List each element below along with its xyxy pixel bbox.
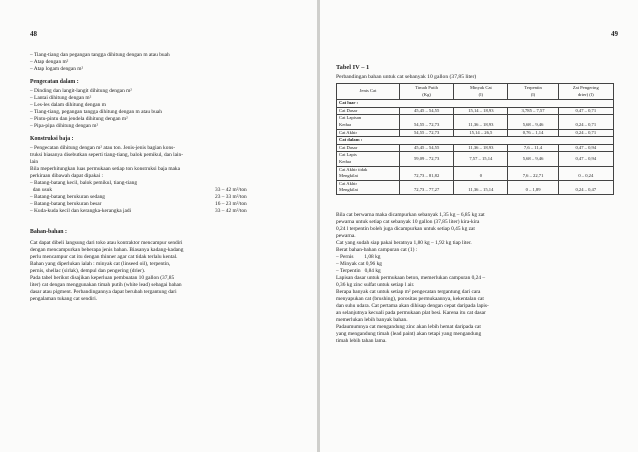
- text-line: menyapukan cat (brushing), porositas permukaannya, kekentalan cat: [336, 295, 484, 302]
- col-header-unit: (Kg): [422, 91, 431, 97]
- col-header-label: Terpentin: [524, 85, 542, 90]
- cell-zat: 0 – 0,24: [558, 166, 613, 180]
- right-page: [320, 0, 638, 452]
- cell-terpentin: 3,785 – 7,57: [508, 107, 558, 115]
- text-line: perkiraan dibawah dapat dipakai :: [30, 173, 104, 179]
- text-line: pewarna.: [336, 232, 356, 239]
- text-line: – Pengecatan dihitung dengan m² atau ton. Jenis-jenis bagian kons-: [30, 145, 176, 151]
- cell-minyak: 11,36 – 18,93: [454, 144, 508, 152]
- rate-value: 33 – 42 m²/ton: [215, 187, 247, 193]
- col-header-label: Timah Putih: [415, 85, 438, 90]
- text-line: pernis, shellac (sirlak), dempul dan pengering (drier).: [30, 268, 146, 274]
- cell-text: Cat Akhir tidak: [339, 166, 368, 172]
- text-line: dan suhu udara. Cat pertama akan dihisap dengan cepat daripada lapis-: [336, 302, 489, 309]
- rate-row: [30, 201, 309, 208]
- col-header-unit: (l): [530, 91, 536, 97]
- body-text: [336, 212, 620, 345]
- cell-terpentin: 7,6 – 11,4: [508, 144, 558, 152]
- col-header-terpentin: [508, 84, 558, 100]
- col-header-zat: [558, 84, 613, 100]
- cell-timah: 72,73 – 77,27: [400, 180, 454, 194]
- list-item: – Les-les dalam dihitung dengan m: [30, 102, 106, 108]
- rate-row: [30, 187, 309, 194]
- table-group-row: [337, 137, 614, 145]
- text-line: 0,36 kg zinc sulfat untuk setiap l air.: [336, 281, 415, 288]
- cell-text: Cat Lapisan: [339, 115, 362, 121]
- text-line: Cat yang sudah siap pakai beratnya 1,80 kg – 1,92 kg tiap liter.: [336, 239, 472, 246]
- cell-zat: 0,24 – 0,71: [558, 115, 613, 129]
- text-line: perlu mencampur cat itu dengan thinner agar cat tidak terlalu kental.: [30, 254, 178, 260]
- table-header-row: [337, 84, 614, 100]
- cell-jenis: [337, 152, 400, 166]
- cell-timah: 45,45 – 54,55: [400, 144, 454, 152]
- cell-minyak: 15,14 – 26,5: [454, 129, 508, 137]
- text-line: – Minyak cat 0,96 kg: [336, 260, 382, 267]
- text-line: Padaumumnya cat mengandung zinc akan lebih hemat daripada cat: [336, 323, 481, 330]
- cell-zat: 0,24 – 0,47: [558, 180, 613, 194]
- cell-jenis: [337, 180, 400, 194]
- cell-text: Kedua: [339, 121, 351, 127]
- left-page: [0, 0, 317, 452]
- text-line: liter) cat dengan menggunakan timah putih (white lead) sebagai bahan: [30, 282, 182, 288]
- text-line: Lapisan dasar untuk permukaan beton, memerlukan campuran 0,24 –: [336, 274, 486, 281]
- cell-terpentin: 0 – 1,89: [508, 180, 558, 194]
- intro-list: [30, 52, 309, 73]
- cell-text: Cat Dasar: [339, 144, 358, 150]
- text-line: dasar atau pigment. Perbandingannya dapat berubah tergantung dari: [30, 289, 177, 295]
- cell-text: Cat Dasar: [339, 107, 358, 113]
- col-header-label: Zat Pengering: [572, 85, 599, 90]
- rate-label: – Batang-batang berukuran besar: [30, 201, 102, 207]
- text-line: yang mengandung timah (lead paint) akan tetapi yang mengandung: [336, 330, 482, 337]
- text-line: truksi biasanya disebutkan seperti tiang-tiang, balok pemikul, dan lain-: [30, 152, 183, 158]
- list-item: – Tiang-tiang, pegangan tangga dihitung dengan m atau buah: [30, 109, 162, 115]
- text-line: pewarna untuk setiap cat sebanyak 10 gallon (37,85 liter) kira-kira: [336, 218, 480, 225]
- table-row: [337, 152, 614, 166]
- text-line: Berapa banyak cat untuk setiap m² pengecatan tergantung dari cara: [336, 288, 481, 295]
- table-row: [337, 107, 614, 115]
- text-line: – Batang-batang kecil, balok pemikul, tiang-tiang: [30, 180, 138, 186]
- cell-text: Cat Akhir: [339, 129, 357, 135]
- cell-terpentin: 5,68 – 9,46: [508, 152, 558, 166]
- rates-list: [30, 187, 309, 215]
- heading-konstruksi-baja: Konstruksi baja :: [30, 136, 74, 142]
- rate-row: [30, 208, 309, 215]
- list-item: – Pipa-pipa dihitung dengan m²: [30, 123, 99, 129]
- cell-text: Kedua: [339, 158, 351, 164]
- table-row: [337, 180, 614, 194]
- rate-value: 16 – 23 m²/ton: [215, 201, 247, 207]
- rate-value: 33 – 42 m²/ton: [215, 208, 247, 214]
- heading-pengecatan-dalam: Pengecatan dalam :: [30, 79, 79, 85]
- heading-bahan: Bahan-bahan :: [30, 229, 67, 235]
- text-line: Pada tabel berikut disajikan keperluan pembuatan 10 gallon (37,85: [30, 275, 175, 281]
- rate-label: – Kuda-kuda kecil dan kerangka-kerangka jadi: [30, 208, 132, 214]
- page-number-right: 49: [611, 30, 618, 38]
- paint-ratio-table: [336, 83, 614, 195]
- konstruksi-text: [30, 145, 309, 187]
- text-line: Berat bahan-bahan campuran cat (1) :: [336, 246, 418, 253]
- col-header-unit: (l): [478, 91, 484, 97]
- text-line: lain: [30, 159, 39, 165]
- cell-timah: 54,55 – 72,73: [400, 129, 454, 137]
- text-line: Bila meperhitungkan luas permukaan setiap ton konstruksi baja maka: [30, 166, 181, 172]
- table-title: Tabel IV – 1: [336, 64, 370, 71]
- cell-minyak: 0: [454, 166, 508, 180]
- table-subtitle: Perbandingan bahan untuk cat sebanyak 10 gallon (37,85 liter): [336, 74, 477, 80]
- cell-minyak: 11,36 – 18,93: [454, 115, 508, 129]
- col-header-unit: drier) (l): [577, 91, 594, 97]
- col-header-timah: [400, 84, 454, 100]
- cell-minyak: 11,36 – 15,14: [454, 180, 508, 194]
- dalam-list: [30, 88, 309, 130]
- rate-value: 23 – 33 m²/ton: [215, 194, 247, 200]
- text-line: an selanjutnya kecuali pada permukaan plat besi. Karena itu cat dasar: [336, 309, 486, 316]
- table-row: [337, 115, 614, 129]
- rate-label: dan usuk: [30, 187, 53, 193]
- cell-jenis: [337, 107, 400, 115]
- cell-jenis: [337, 129, 400, 137]
- text-line: – Terpentin 0,84 kg: [336, 267, 381, 274]
- text-line: Bahan yang diperlukan ialah : minyak cat (linseed oil), terpentin,: [30, 261, 171, 267]
- text-line: memerlukan lebih banyak bahan.: [336, 316, 408, 323]
- cell-timah: 72,73 – 81,82: [400, 166, 454, 180]
- text-line: Bila cat berwarna maka dicampurkan sebanyak 1,35 kg – 6,85 kg zat: [336, 211, 485, 218]
- cell-terpentin: 0,76 – 1,14: [508, 129, 558, 137]
- cell-timah: 59,09 – 72,73: [400, 152, 454, 166]
- list-item: – Atap dengan m²: [30, 59, 69, 65]
- cell-zat: 0,47 – 0,94: [558, 144, 613, 152]
- cell-text: Cat Lapis: [339, 152, 357, 158]
- cell-timah: 45,45 – 54,55: [400, 107, 454, 115]
- col-header-jenis: Jenis Cat: [337, 84, 400, 100]
- cell-jenis: [337, 144, 400, 152]
- cell-minyak: 7,57 – 15,14: [454, 152, 508, 166]
- cell-minyak: 15,14 – 18,93: [454, 107, 508, 115]
- text-line: Cat dapat dibeli langsung dari toko atau kontraktor mencampur sendiri: [30, 240, 183, 246]
- text-line: pengalaman tukang cat sendiri.: [30, 296, 98, 302]
- list-item: – Atap logam dengan m²: [30, 66, 84, 72]
- text-line: timah lebih tahan lama.: [336, 337, 387, 344]
- cell-jenis: [337, 115, 400, 129]
- cell-zat: 0,47 – 0,94: [558, 152, 613, 166]
- rate-label: – Batang-batang berukuran sedang: [30, 194, 105, 200]
- col-header-minyak: [454, 84, 508, 100]
- table-row: [337, 144, 614, 152]
- cell-terpentin: 5,68 – 9,46: [508, 115, 558, 129]
- list-item: – Pintu-pintu dan jendela dihitung dengan m²: [30, 116, 128, 122]
- cell-timah: 54,55 – 72,73: [400, 115, 454, 129]
- text-line: dengan mencampurkan beberapa jenis bahan. Biasanya kadang-kadang: [30, 247, 184, 253]
- group-label: Cat dalam :: [337, 137, 614, 145]
- page-number-left: 48: [30, 30, 37, 38]
- cell-text: Mengkilat: [339, 173, 358, 179]
- text-line: 0,24 l terpentin boleh juga dicampurkan untuk setiap 0,45 kg zat: [336, 225, 475, 232]
- cell-terpentin: 7,6 – 22,71: [508, 166, 558, 180]
- cell-text: Mengkilat: [339, 187, 358, 193]
- rate-row: [30, 194, 309, 201]
- table-row: [337, 166, 614, 180]
- cell-zat: 0,24 – 0,71: [558, 129, 613, 137]
- cell-text: Cat Akhir: [339, 180, 357, 186]
- list-item: – Dinding dan langit-langit dihitung dengan m²: [30, 88, 132, 94]
- table-group-row: [337, 100, 614, 108]
- list-item: – Lantai dihitung dengan m²: [30, 95, 92, 101]
- col-header-label: Minyak Cat: [469, 85, 492, 90]
- list-item: – Tiang-tiang dan pegangan tangga dihitung dengan m atau buah: [30, 52, 170, 58]
- cell-zat: 0,47 – 0,71: [558, 107, 613, 115]
- bahan-text: [30, 240, 309, 303]
- table-row: [337, 129, 614, 137]
- text-line: – Pernis 1,08 kg: [336, 253, 381, 260]
- group-label: Cat luar :: [337, 100, 614, 108]
- cell-jenis: [337, 166, 400, 180]
